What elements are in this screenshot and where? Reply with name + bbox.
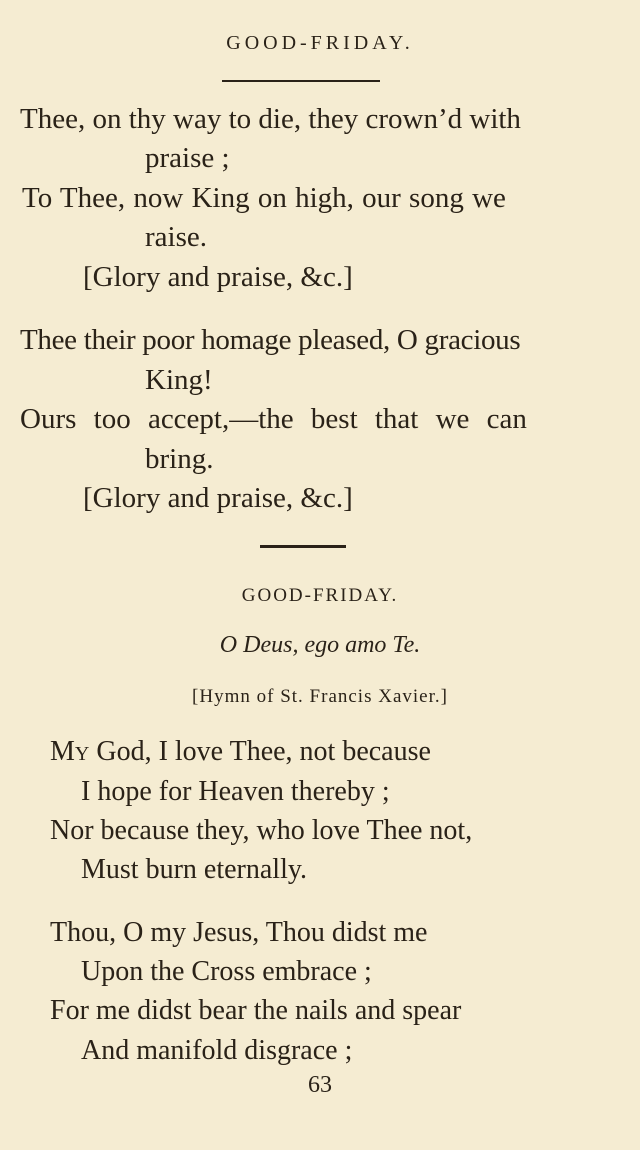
verse-line <box>50 732 431 771</box>
verse-line: To Thee, now King on high, our song we <box>22 182 506 214</box>
running-title: GOOD-FRIDAY. <box>226 32 414 54</box>
hymn-title: GOOD-FRIDAY. <box>241 585 399 606</box>
verse-line-text: God, I love Thee, not because <box>89 736 431 767</box>
verse-line-text: Thee, on thy way to die, they crown’d with <box>20 103 521 135</box>
page-number: 63 <box>308 1072 332 1098</box>
verse-line: And manifold disgrace ; <box>81 1035 353 1066</box>
hymn-attribution: [Hymn of St. Francis Xavier.] <box>192 686 448 707</box>
verse-line: I hope for Heaven thereby ; <box>81 776 390 807</box>
verse-line: raise. <box>145 221 207 253</box>
verse-line: Thee their poor homage pleased, O gracious <box>20 324 521 356</box>
verse-line: Ours too accept,—the best that we can <box>20 403 527 435</box>
verse-line <box>20 100 578 139</box>
verse-line: King! <box>145 364 213 396</box>
verse-line: bring. <box>145 443 214 475</box>
refrain: [Glory and praise, &c.] <box>83 482 353 514</box>
header-rule <box>222 80 380 82</box>
refrain: [Glory and praise, &c.] <box>83 261 353 293</box>
verse-line: Upon the Cross embrace ; <box>81 956 372 987</box>
verse-line: Thou, O my Jesus, Thou didst me <box>50 917 428 948</box>
small-caps-lead: My <box>50 736 90 767</box>
verse-line: praise ; <box>145 142 230 174</box>
verse-line: For me didst bear the nails and spear <box>50 995 462 1026</box>
section-rule <box>260 545 346 548</box>
verse-line: Must burn eternally. <box>81 854 308 885</box>
hymn-latin-title: O Deus, ego amo Te. <box>219 632 421 658</box>
verse-line: Nor because they, who love Thee not, <box>50 815 473 846</box>
